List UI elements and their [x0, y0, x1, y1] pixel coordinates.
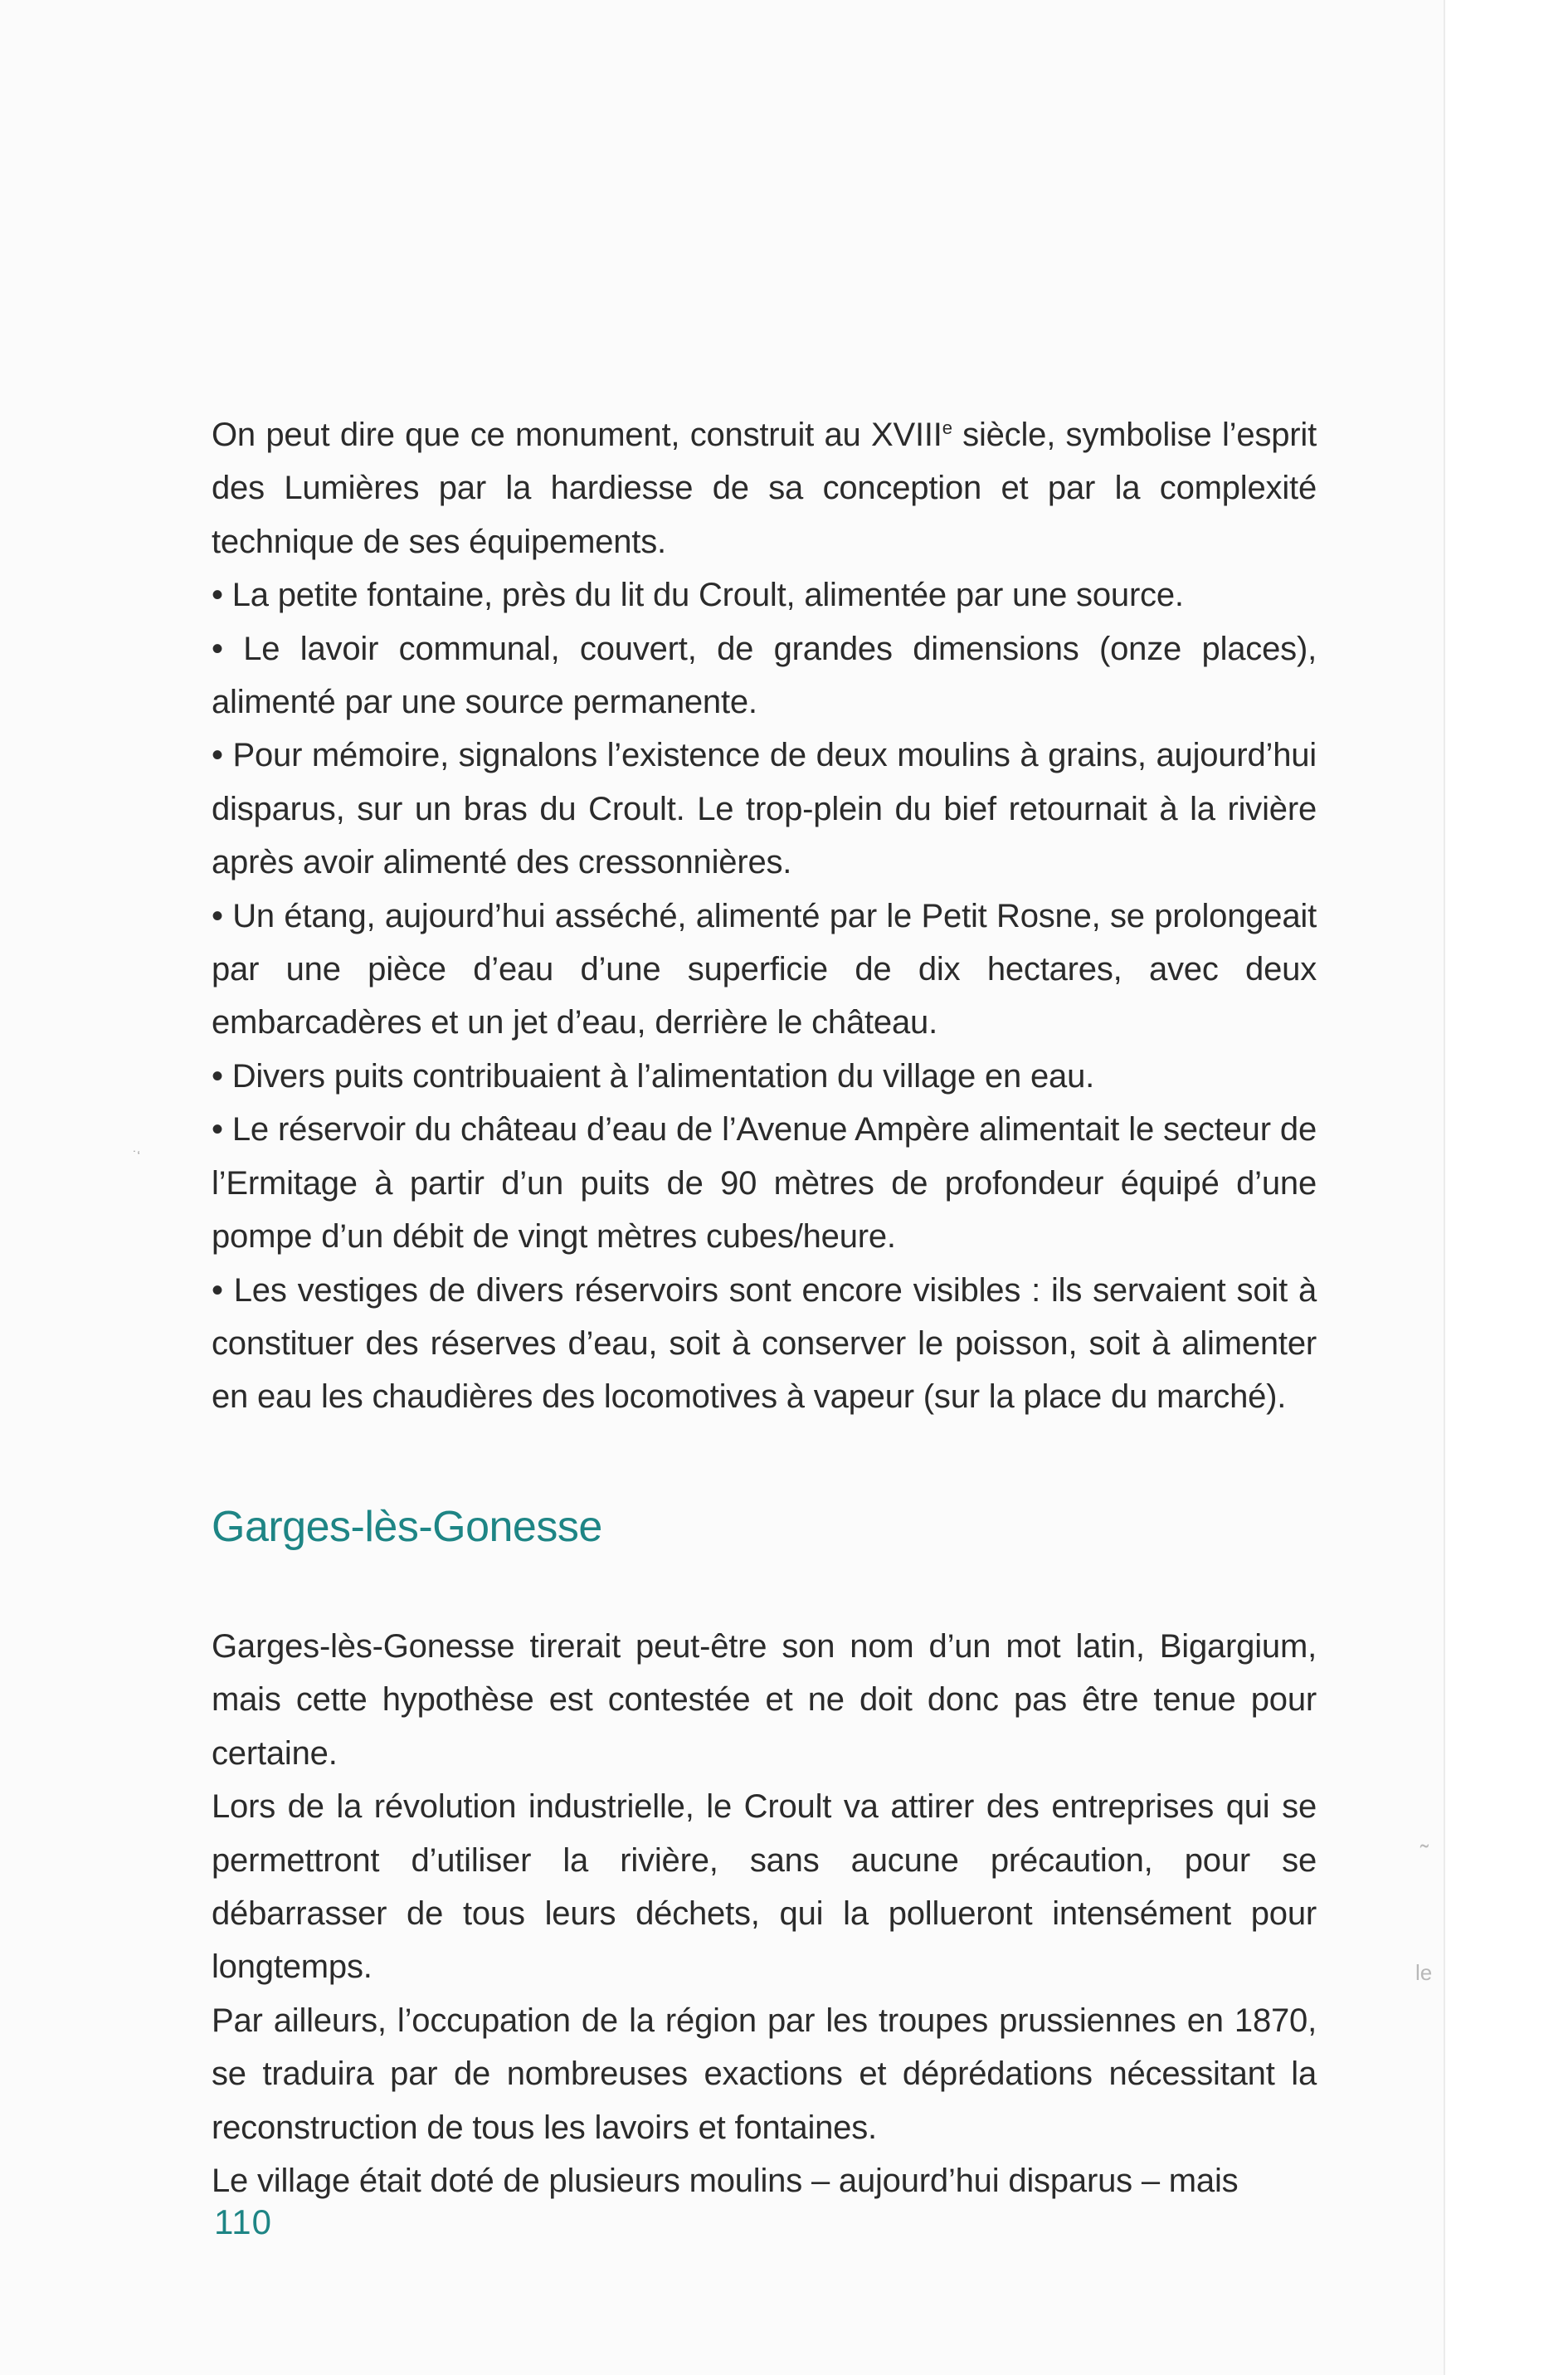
margin-mark-right-top: ˜	[1420, 1841, 1429, 1868]
scan-edge-strip	[1444, 0, 1568, 2375]
section-heading: Garges-lès-Gonesse	[212, 1503, 602, 1551]
bullet-item: • Pour mémoire, signalons l’existence de deux moulins à grains, aujourd’hui disparus, sur un bras du Croult. Le trop-plein du bief retournait à la rivière après avoir alimenté des cressonnières.	[212, 737, 1317, 881]
paragraph: Lors de la révolution industrielle, le Croult va attirer des entreprises qui se permettront d’utiliser la rivière, sans aucune précaution, pour se débarrasser de tous leurs déchets, qui la pollueront intensément pour longtemps.	[212, 1788, 1317, 1986]
margin-mark-left: ˙‘	[133, 1149, 140, 1163]
margin-mark-right-bottom: le	[1415, 1960, 1433, 1985]
bullet-item: • Un étang, aujourd’hui asséché, alimenté par le Petit Rosne, se prolongeait par une pièce d’eau d’une superficie de dix hectares, avec deux embarcadères et un jet d’eau, derrière le château.	[212, 897, 1317, 1041]
bullet-item: • Le réservoir du château d’eau de l’Avenue Ampère alimentait le secteur de l’Ermitage à partir d’un puits de 90 mètres de profondeur équipé d’une pompe d’un débit de vingt mètres cubes/heure.	[212, 1111, 1317, 1256]
bullet-item: • Les vestiges de divers réservoirs sont encore visibles : ils servaient soit à constituer des réserves d’eau, soit à conserver le poisson, soit à alimenter en eau les chaudières des locomotives à vapeur (sur la place du marché).	[212, 1271, 1317, 1416]
intro-text-start: On peut dire que ce monument, construit au XVIII	[212, 417, 942, 453]
century-superscript: e	[942, 417, 952, 438]
intro-paragraph	[212, 408, 1317, 568]
paragraph: Par ailleurs, l’occupation de la région par les troupes prussiennes en 1870, se traduira par de nombreuses exactions et déprédations nécessitant la reconstruction de tous les lavoirs et fontaines.	[212, 2002, 1317, 2146]
intro-text-end: siècle, symbolise l’esprit des Lumières par la hardiesse de sa conception et par la complexité technique de ses équipements.	[212, 417, 1317, 560]
paragraph: Le village était doté de plusieurs moulins – aujourd’hui disparus – mais	[212, 2163, 1239, 2200]
paragraph: Garges-lès-Gonesse tirerait peut-être son nom d’un mot latin, Bigargium, mais cette hypothèse est contestée et ne doit donc pas être tenue pour certaine.	[212, 1628, 1317, 1772]
page-number: 110	[214, 2202, 272, 2241]
bullet-item: • Divers puits contribuaient à l’alimentation du village en eau.	[212, 1057, 1095, 1095]
bullet-item: • Le lavoir communal, couvert, de grandes dimensions (onze places), alimenté par une source permanente.	[212, 630, 1317, 721]
section-body-2	[212, 1620, 1317, 2207]
section-body-1	[212, 408, 1317, 1424]
bullet-item: • La petite fontaine, près du lit du Croult, alimentée par une source.	[212, 577, 1184, 614]
